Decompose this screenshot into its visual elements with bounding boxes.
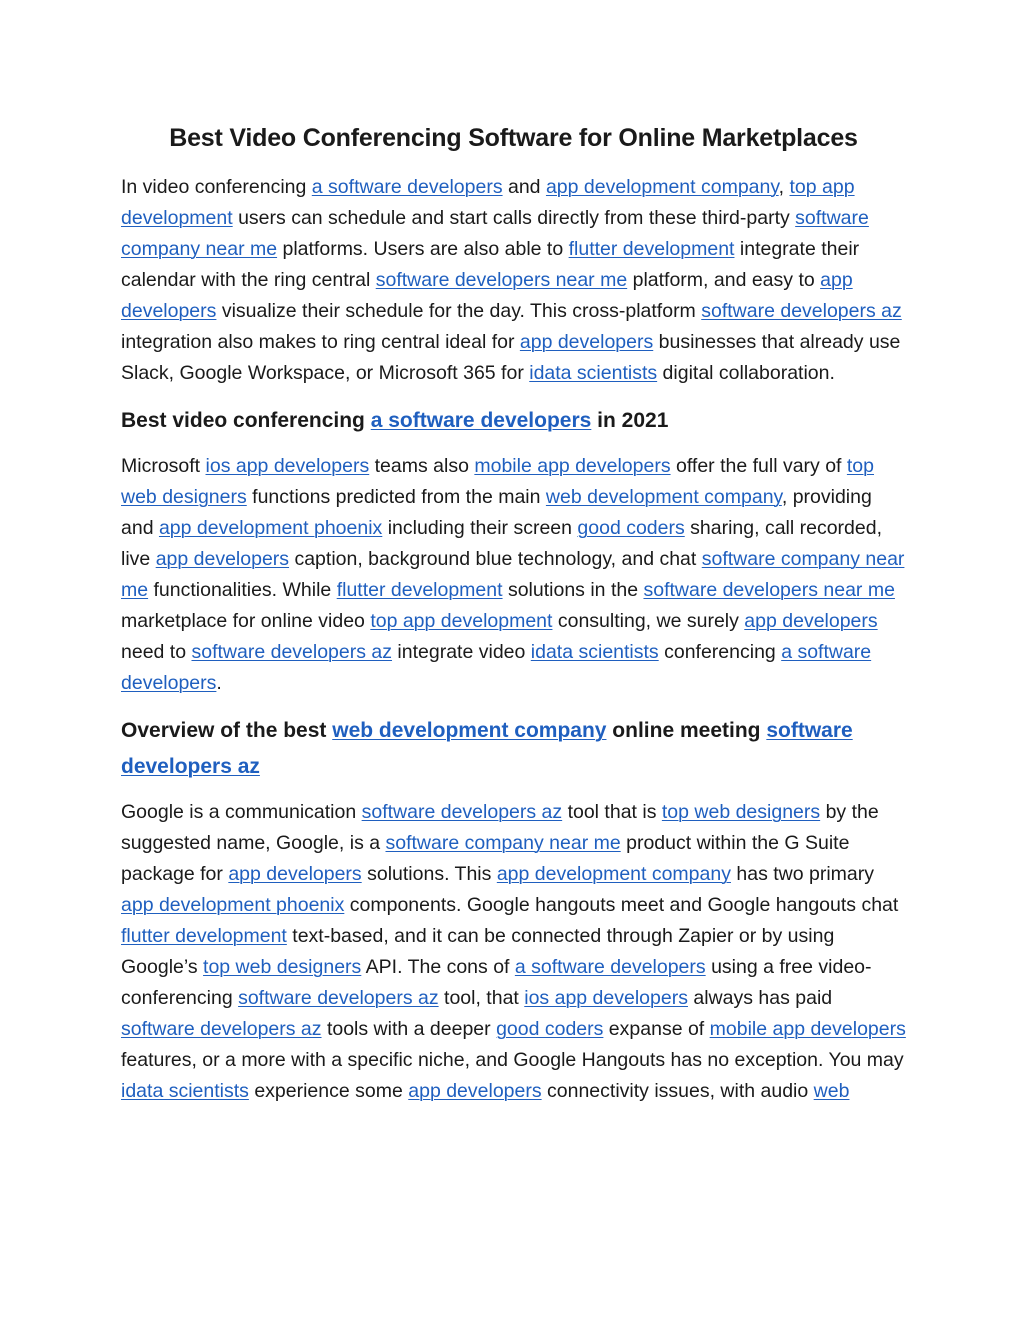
link-top-web-designers[interactable]: top web designers: [121, 455, 874, 508]
link-software-developers-az[interactable]: software developers az: [361, 801, 563, 823]
text-run: including their screen: [382, 517, 578, 539]
link-top-web-designers[interactable]: top web designers: [661, 801, 821, 823]
text-run: users can schedule and start calls directly from these third-party: [232, 207, 796, 229]
link-ios-app-developers[interactable]: ios app developers: [524, 987, 688, 1009]
link-web[interactable]: web: [813, 1080, 850, 1102]
text-run: solutions. This: [361, 863, 497, 885]
text-run: in 2021: [591, 409, 669, 432]
link-idata-scientists[interactable]: idata scientists: [530, 641, 659, 663]
link-app-developers[interactable]: app developers: [408, 1080, 542, 1102]
text-run: need to: [121, 641, 192, 663]
text-run: conferencing: [658, 641, 782, 663]
text-run: Google is a communication: [121, 801, 362, 823]
link-software-developers-az[interactable]: software developers az: [701, 300, 902, 322]
text-run: Overview of the best: [121, 719, 333, 742]
link-idata-scientists[interactable]: idata scientists: [121, 1080, 249, 1102]
text-run: teams also: [369, 455, 475, 477]
section-heading: [121, 403, 906, 439]
link-app-developers[interactable]: app developers: [121, 269, 853, 322]
text-run: consulting, we surely: [552, 610, 745, 632]
link-flutter-development[interactable]: flutter development: [121, 925, 287, 947]
text-run: API. The cons of: [361, 956, 515, 978]
link-software-company-near-me[interactable]: software company near me: [121, 207, 869, 260]
text-run: expanse of: [603, 1018, 710, 1040]
link-idata-scientists[interactable]: idata scientists: [529, 362, 658, 384]
link-a-software-developers[interactable]: a software developers: [514, 956, 706, 978]
text-run: components. Google hangouts meet and Google hangouts chat: [344, 894, 899, 916]
text-run: features, or a more with a specific niche, and Google Hangouts has no exception. You may: [121, 1049, 904, 1071]
link-a-software-developers[interactable]: a software developers: [121, 641, 872, 694]
link-mobile-app-developers[interactable]: mobile app developers: [709, 1018, 906, 1040]
text-run: by the suggested name, Google, is a: [121, 801, 879, 854]
link-web-development-company[interactable]: web development company: [332, 719, 607, 742]
link-software-developers-az[interactable]: software developers az: [191, 641, 393, 663]
link-app-developers[interactable]: app developers: [228, 863, 362, 885]
link-software-developers-az[interactable]: software developers az: [238, 987, 439, 1009]
link-software-company-near-me[interactable]: software company near me: [121, 548, 905, 601]
text-run: caption, background blue technology, and chat: [289, 548, 702, 570]
text-run: always has paid: [687, 987, 833, 1009]
section-heading: [121, 713, 906, 785]
link-software-developers-az[interactable]: software developers az: [121, 719, 853, 778]
text-run: functions predicted from the main: [246, 486, 546, 508]
text-run: , providing and: [121, 486, 872, 539]
text-run: integration also makes to ring central ideal for: [121, 331, 520, 353]
document-body: [121, 172, 906, 1107]
link-app-developers[interactable]: app developers: [744, 610, 878, 632]
link-good-coders[interactable]: good coders: [496, 1018, 604, 1040]
text-run: has two primary: [730, 863, 875, 885]
text-run: product within the G Suite package for: [121, 832, 850, 885]
link-web-development-company[interactable]: web development company: [545, 486, 782, 508]
text-run: visualize their schedule for the day. This cross-platform: [216, 300, 702, 322]
link-a-software-developers[interactable]: a software developers: [311, 176, 503, 198]
text-run: marketplace for online video: [121, 610, 371, 632]
text-run: functionalities. While: [148, 579, 337, 601]
text-run: tools with a deeper: [321, 1018, 497, 1040]
text-run: text-based, and it can be connected through Zapier or by using Google’s: [121, 925, 835, 978]
link-flutter-development[interactable]: flutter development: [336, 579, 503, 601]
text-run: experience some: [248, 1080, 409, 1102]
text-run: platform, and easy to: [627, 269, 821, 291]
text-run: using a free video-conferencing: [121, 956, 872, 1009]
link-software-developers-near-me[interactable]: software developers near me: [375, 269, 628, 291]
page-title: Best Video Conferencing Software for Online Marketplaces: [169, 124, 858, 152]
link-software-developers-az[interactable]: software developers az: [121, 1018, 322, 1040]
body-paragraph: [121, 172, 906, 389]
text-run: offer the full vary of: [670, 455, 847, 477]
link-app-developers[interactable]: app developers: [155, 548, 290, 570]
link-flutter-development[interactable]: flutter development: [568, 238, 735, 260]
text-run: sharing, call recorded, live: [121, 517, 883, 570]
link-good-coders[interactable]: good coders: [577, 517, 685, 539]
link-ios-app-developers[interactable]: ios app developers: [205, 455, 370, 477]
text-run: Best video conferencing: [121, 409, 371, 432]
link-mobile-app-developers[interactable]: mobile app developers: [474, 455, 671, 477]
text-run: ,: [778, 176, 790, 198]
link-top-app-development[interactable]: top app development: [370, 610, 553, 632]
text-run: .: [216, 672, 222, 694]
link-software-company-near-me[interactable]: software company near me: [385, 832, 621, 854]
text-run: integrate their calendar with the ring central: [121, 238, 860, 291]
text-run: connectivity issues, with audio: [541, 1080, 814, 1102]
text-run: tool, that: [438, 987, 525, 1009]
text-run: online meeting: [606, 719, 767, 742]
link-top-app-development[interactable]: top app development: [121, 176, 855, 229]
link-app-development-phoenix[interactable]: app development phoenix: [158, 517, 383, 539]
link-app-development-phoenix[interactable]: app development phoenix: [121, 894, 345, 916]
text-run: platforms. Users are also able to: [277, 238, 569, 260]
text-run: solutions in the: [502, 579, 644, 601]
text-run: digital collaboration.: [657, 362, 835, 384]
link-app-developers[interactable]: app developers: [519, 331, 654, 353]
body-paragraph: [121, 797, 906, 1107]
link-app-development-company[interactable]: app development company: [496, 863, 731, 885]
link-software-developers-near-me[interactable]: software developers near me: [643, 579, 895, 601]
text-run: and: [502, 176, 546, 198]
text-run: In video conferencing: [121, 176, 312, 198]
text-run: businesses that already use Slack, Google Workspace, or Microsoft 365 for: [121, 331, 901, 384]
text-run: Microsoft: [121, 455, 206, 477]
text-run: tool that is: [562, 801, 662, 823]
link-top-web-designers[interactable]: top web designers: [203, 956, 362, 978]
link-a-software-developers[interactable]: a software developers: [370, 409, 592, 432]
text-run: integrate video: [392, 641, 531, 663]
link-app-development-company[interactable]: app development company: [545, 176, 779, 198]
body-paragraph: [121, 451, 906, 699]
